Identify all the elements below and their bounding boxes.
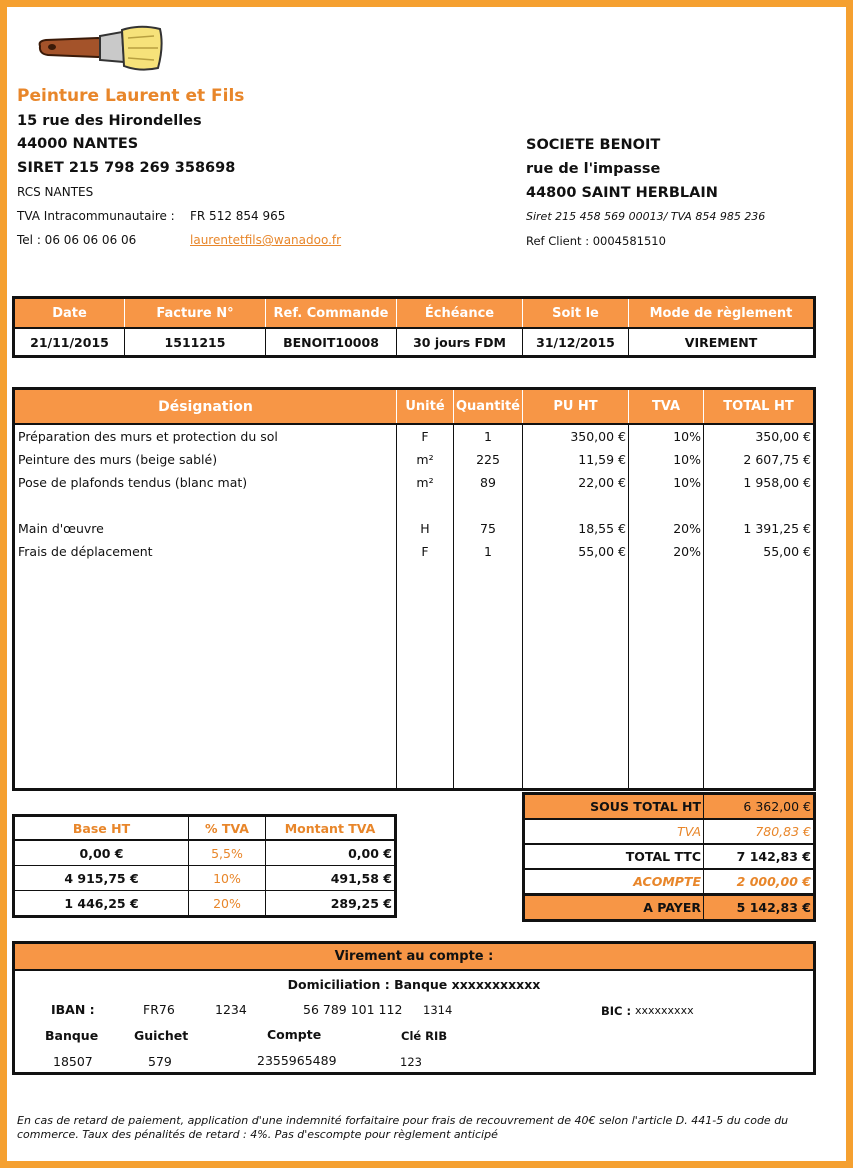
table-row: [14, 471, 815, 494]
client-ref: Ref Client : 0004581510: [526, 234, 666, 248]
invoice-date: 21/11/2015: [14, 328, 125, 357]
due-terms: 30 jours FDM: [397, 328, 523, 357]
seller-address-1: 15 rue des Hirondelles: [17, 113, 202, 129]
header-unit: Unité: [397, 389, 454, 425]
item-tva: 10%: [629, 424, 704, 448]
table-row: [14, 866, 396, 891]
rib-key: 123: [400, 1055, 422, 1069]
bank-title: Virement au compte :: [15, 944, 813, 971]
rib-key-label: Clé RIB: [401, 1029, 448, 1043]
table-row: [14, 494, 815, 517]
tva-amount: 491,58 €: [266, 866, 396, 891]
item-designation: [14, 494, 397, 517]
item-unit-price: 22,00 €: [523, 471, 629, 494]
item-tva: 20%: [629, 517, 704, 540]
order-ref: BENOIT10008: [266, 328, 397, 357]
branch-code-label: Guichet: [134, 1028, 189, 1043]
header-total-ht: TOTAL HT: [704, 389, 815, 425]
client-name: SOCIETE BENOIT: [526, 137, 661, 153]
table-row: [14, 517, 815, 540]
bic-value: xxxxxxxxx: [635, 1004, 694, 1017]
bank-code: 18507: [53, 1054, 93, 1069]
item-unit: F: [397, 424, 454, 448]
header-payment-mode: Mode de règlement: [629, 298, 815, 329]
branch-code: 579: [148, 1054, 172, 1069]
item-unit-price: 350,00 €: [523, 424, 629, 448]
header-due-date: Soit le: [523, 298, 629, 329]
header-base-ht: Base HT: [14, 816, 189, 841]
item-total: 55,00 €: [763, 544, 811, 559]
item-designation: Peinture des murs (beige sablé): [14, 448, 397, 471]
iban-part-1: FR76: [143, 1002, 175, 1017]
header-invoice-number: Facture N°: [125, 298, 266, 329]
amount-due-value: 5 142,83 €: [704, 895, 815, 921]
header-tva: TVA: [629, 389, 704, 425]
invoice-info-table: [12, 296, 816, 358]
tva-total-value: 780,83 €: [704, 819, 815, 844]
seller-tel: Tel : 06 06 06 06 06: [17, 233, 137, 247]
item-tva: [629, 494, 704, 517]
bank-code-label: Banque: [45, 1028, 99, 1043]
header-due: Échéance: [397, 298, 523, 329]
tva-recap-table: [12, 814, 397, 918]
item-quantity: 75: [454, 517, 523, 540]
item-total: [704, 494, 815, 517]
item-unit: F: [397, 540, 454, 563]
item-tva: 20%: [629, 540, 704, 563]
header-date: Date: [14, 298, 125, 329]
seller-name: Peinture Laurent et Fils: [17, 86, 245, 106]
item-quantity: 1: [454, 424, 523, 448]
bic-label: BIC :: [601, 1004, 632, 1018]
seller-siret: SIRET 215 798 269 358698: [17, 160, 236, 176]
table-row: [14, 840, 396, 866]
seller-email-link[interactable]: laurentetfils@wanadoo.fr: [190, 233, 342, 247]
iban-part-2: 1234: [215, 1002, 247, 1017]
header-order-ref: Ref. Commande: [266, 298, 397, 329]
bank-transfer-box: [12, 941, 816, 1075]
item-tva: 10%: [629, 448, 704, 471]
item-unit: [397, 494, 454, 517]
seller-tva-label: TVA Intracommunautaire :: [17, 209, 175, 223]
item-total: 2 607,75 €: [743, 452, 811, 467]
iban-part-3: 56 789 101 112: [303, 1002, 403, 1017]
payment-terms-footer: En cas de retard de paiement, application d'une indemnité forfaitaire pour frais de recouvrement de 40€ selon l'article D. 441-5 du code du commerce. Taux des pénalités de retard : 4%. Pas d'escompte pour règlement anticipé: [17, 1114, 789, 1141]
tva-rate: 20%: [189, 891, 266, 917]
table-row: [14, 424, 815, 448]
header-designation: Désignation: [14, 389, 397, 425]
invoice-number: 1511215: [125, 328, 266, 357]
seller-tva-value: FR 512 854 965: [190, 209, 286, 223]
subtotal-value: 6 362,00 €: [704, 794, 815, 820]
client-address-1: rue de l'impasse: [526, 161, 661, 177]
item-quantity: [454, 494, 523, 517]
header-unit-price: PU HT: [523, 389, 629, 425]
tva-amount: 0,00 €: [266, 840, 396, 866]
tva-rate: 10%: [189, 866, 266, 891]
subtotal-label: SOUS TOTAL HT: [524, 794, 704, 820]
tva-base: 4 915,75 €: [14, 866, 189, 891]
tva-base: 1 446,25 €: [14, 891, 189, 917]
item-designation: Préparation des murs et protection du sol: [14, 424, 397, 448]
item-unit-price: [523, 494, 629, 517]
table-row: [14, 448, 815, 471]
tva-base: 0,00 €: [14, 840, 189, 866]
totals-table: [522, 792, 816, 922]
header-tva-amount: Montant TVA: [266, 816, 396, 841]
client-siret: Siret 215 458 569 00013/ TVA 854 985 236: [526, 210, 766, 223]
item-unit-price: 18,55 €: [523, 517, 629, 540]
table-filler: [14, 563, 815, 789]
iban-part-4: 1314: [423, 1003, 453, 1017]
seller-address-2: 44000 NANTES: [17, 136, 139, 152]
item-unit: m²: [397, 448, 454, 471]
item-quantity: 89: [454, 471, 523, 494]
item-total: 350,00 €: [755, 429, 811, 444]
account-label: Compte: [267, 1027, 322, 1042]
ttc-label: TOTAL TTC: [524, 844, 704, 869]
item-quantity: 225: [454, 448, 523, 471]
deposit-label: ACOMPTE: [524, 869, 704, 895]
tva-total-label: TVA: [524, 819, 704, 844]
item-tva: 10%: [629, 471, 704, 494]
seller-rcs: RCS NANTES: [17, 185, 94, 199]
item-unit: m²: [397, 471, 454, 494]
item-designation: Main d'œuvre: [14, 517, 397, 540]
table-row: [14, 891, 396, 917]
item-unit: H: [397, 517, 454, 540]
account-number: 2355965489: [257, 1053, 337, 1068]
amount-due-label: A PAYER: [524, 895, 704, 921]
tva-rate: 5,5%: [189, 840, 266, 866]
client-address-2: 44800 SAINT HERBLAIN: [526, 185, 718, 201]
item-unit-price: 11,59 €: [523, 448, 629, 471]
deposit-value: 2 000,00 €: [704, 869, 815, 895]
item-total: 1 958,00 €: [743, 475, 811, 490]
header-tva-rate: % TVA: [189, 816, 266, 841]
iban-label: IBAN :: [51, 1002, 95, 1017]
items-table: [12, 387, 816, 791]
tva-amount: 289,25 €: [266, 891, 396, 917]
item-designation: Frais de déplacement: [14, 540, 397, 563]
item-total: 1 391,25 €: [743, 521, 811, 536]
paint-brush-icon: [36, 24, 166, 76]
item-quantity: 1: [454, 540, 523, 563]
payment-mode: VIREMENT: [629, 328, 815, 357]
item-designation: Pose de plafonds tendus (blanc mat): [14, 471, 397, 494]
item-unit-price: 55,00 €: [523, 540, 629, 563]
due-date: 31/12/2015: [523, 328, 629, 357]
ttc-value: 7 142,83 €: [704, 844, 815, 869]
header-quantity: Quantité: [454, 389, 523, 425]
bank-domiciliation: Domiciliation : Banque xxxxxxxxxxx: [287, 977, 541, 992]
table-row: [14, 540, 815, 563]
